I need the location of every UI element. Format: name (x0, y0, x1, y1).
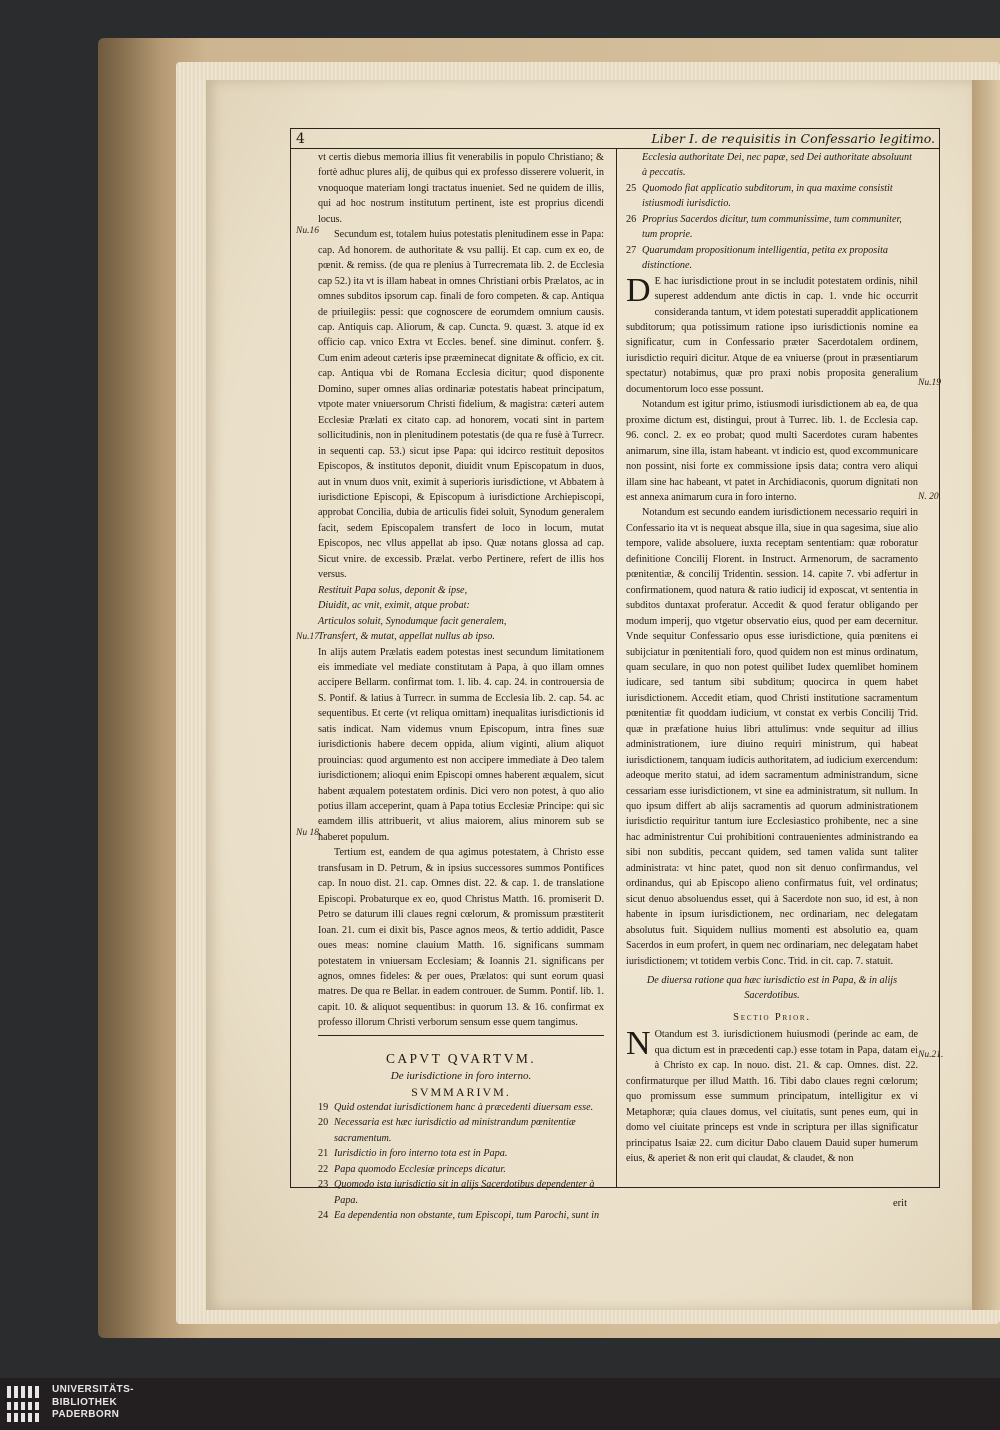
footer-bar (0, 1378, 1000, 1430)
section-label: Sectio Prior. (733, 1011, 811, 1023)
chapter-subtitle: De iurisdictione in foro interno. (390, 1069, 532, 1082)
library-logo-icon (6, 1384, 46, 1424)
header-rule (290, 148, 940, 149)
right-paragraph-2: Notandum est igitur primo, istiusmodi iurisdictionem ab ea, de qua proxime dictum est, distingui, prout à Turrec. lib. 1. de Ecclesia cap. 96. concl. 2. ex eo probat; quod multi Sacerdotes curam habentes animarum, sine illa, istam habeant. vt indicio est, quod excommunicare non possint, nisi forte ex commissione ipsis data; contra vero aliqui illam sine hac habeant, vt patet in Archidiaconis, quorum dignitati non est annexa animarum cura in foro interno. (626, 399, 918, 503)
summary-item: 25 Quomodo fiat applicatio subditorum, in qua maxime consistit istiusmodi iurisdictio. (626, 182, 893, 210)
left-paragraph-1: vt certis diebus memoria illius fit venerabilis in populo Christiano; & fortè adhuc plures alij, de quibus qui ex professo disserere voluerit, in vnoquoque materiam longi tractatus inueniet. Sed ne quidem de illis, qui ad hoc nostrum institutum pertinent, iste est proprius dicendi locus. (318, 152, 604, 225)
summary-item: 20 Necessaria est hæc iurisdictio ad ministrandum pœnitentiæ sacramentum. (318, 1117, 576, 1144)
right-paragraph-3: Notandum est secundo eandem iurisdictionem necessario requiri in Confessario ita vt is nequeat absque illa, siue in qua sagesima, siue alio tempore, valide absoluere, iuxta receptam sententiam: quæ roboratur definitione Concilij Florent. in Instruct. Armenorum, de sacramento pœnitentiæ, & concilij Tridentin. session. 14. capite 7. vbi adfertur in confirmationem, quod natura & ratio iudicij id exposcat, vt sententia in subditos duntaxat proferatur. Accedit & quod feratur obligando per modum imperij, quo vtgetur observatio eius, quod per eam decernitur. Vnde sequitur Confessario opus esse iurisdictione, quia pœnitens ei subijciatur in pœnitentiali foro, quod quidem non est minus ordinatum, quam seculare, in quo non potest quilibet Iudex quemlibet hominem iudicare, sed tantum sibi subditum; quocirca in quem habet iurisdictionem. Accedit etiam, quod Christi institutione sacramentum pœnitentiæ fit quoddam iudicium, vt constat ex verbis Concilij Trid. quæ in præfatione huius libri attulimus: vnde sequitur ad illius administrationem, iure diuino requiri ministrum, qui habeat iurisdictionem, tanquam iudicis authoritatem, ad iudicium exercendum: adeoque merito statui, ad idem sacramentum administrandum, sicne cessariam esse iurisdictionem, vt sine ea administratum, sit nullum. In quo ipsum differt ab alijs sacramentis ad quorum administrationem iurisdictio requiritur tantum iure Ecclesiastico prohibente, nec a sine hac administrentur Cui prohibitioni contrauenientes administrando ea sibi non subditis, peccant quidem, sed tamen valida sunt taliter administrata: vt hinc patet, quod non sit denuo confirmandus, vel ordinandus, qui ab Episcopo alieno confirmatus fuit, vel ordinatus; sicut denuo absoluendus esset, qui à Sacerdote non suo, id est, à non habente in ipsum iurisdictionem, nec ordinariam, nec delegatam absolutus fuit. Siquidem nullius momenti est absolutio ea, quam Sacerdos in eum profert, in quem nec ordinariam, nec delegatam habet iurisdictionem; vt totidem verbis Conc. Trid. in cit. cap. 7. statuit. (626, 507, 918, 967)
verse-line: Restituit Papa solus, deponit & ipse, (318, 584, 468, 596)
left-column (318, 150, 604, 1223)
summary-item: 26 Proprius Sacerdos dicitur, tum communissime, tum communiter, tum proprie. (626, 213, 902, 241)
summary-continuation: Ecclesia authoritate Dei, nec papæ, sed Dei authoritate absoluunt à peccatis. (642, 152, 912, 179)
margin-note-17: Nu.17 (296, 632, 319, 642)
verse-line: Diuidit, ac vnit, eximit, atque probat: (318, 600, 470, 612)
verse-line: Articulos soluit, Synodumque facit generalem, (318, 615, 507, 627)
chapter-title: CAPVT QVARTVM. (385, 1050, 537, 1066)
left-paragraph-2: Secundum est, totalem huius potestatis plenitudinem esse in Papa: cap. Ad honorem. de authoritate & vsu pallij. Et cap. cum ex eo, de pœnit. & remiss. (de qua re plenius à Turrecremata lib. 2. de Ecclesia cap 52.) ita vt is illam habeat in omnes Christiani orbis Prælatos, ac in omnes subditos ipsorum cap. finali de foro competen. & cap. Antiqua de priuilegiis: pessi: que cognoscere de eorumdem omnium causis. cap. Antiquis cap. Aliorum, & cap. Cuncta. 9. quæst. 3. atque id ex officio cap. vnico Extra vt Eccles. benef. sine diminut. conferr. §. Cum enim adeout cæteris ipse præeminecat dignitate & officio, ex cit. cap. Antiqua vbi de Romana Ecclesia dicitur; quod disponente Domino, super omnes alias ordinariæ potestatis habeat principatum, vtpote mater vniuersorum Christi fidelium, & magistra: cæteri autem Ecclesiæ Prælati ex citato cap. ad honorem, vocati sint in partem sollicitudinis, non in plenitudinem potestatis (de qua re fusè à Turrecr. in sequenti cap. 53.) sicut ipse Papa: qui idcirco restituit depositos Episcopos, & institutos deponit, diuidit vnum Episcopatum in duos, aut in vnum duos vnit, eximit à superioris iurisdictione, vt Abbatem à iurisdictione Episcopi, & Episcopum à iurisdictione Archiepiscopi, approbat Concilia, dubia de articulis fidei soluit, Synodum generalem facit, sedem Episcopalem transfert de loco in locum, mutat Episcopos, nec vllus appellat ab ipso. Quæ notans glossa ad cap. Sicut vnire. de excessib. Prælat. verbo Pertinere, refert de illis hos versus. (318, 229, 604, 581)
column-divider (616, 148, 617, 1188)
right-column (626, 150, 918, 1166)
summary-item: 21 Iurisdictio in foro interno tota est in Papa. (318, 1148, 508, 1160)
summary-item: 27 Quarumdam propositionum intelligentia, petita ex proposita distinctione. (626, 244, 888, 272)
summary-title: SVMMARIVM. (411, 1084, 511, 1099)
summary-item: 19 Quid ostendat iurisdictionem hanc à præcedenti diuersam esse. (318, 1101, 594, 1113)
section-heading: De diuersa ratione qua hæc iurisdictio est in Papa, & in alijs Sacerdotibus. (646, 975, 898, 1002)
drop-cap: N (626, 1025, 651, 1063)
caput-rule (318, 1035, 604, 1036)
verse-line: Transfert, & mutat, appellat nullus ab ipso. (318, 631, 495, 643)
margin-note-20: N. 20. (918, 492, 941, 502)
right-paragraph-4: N Otandum est 3. iurisdictionem huiusmodi (perinde ac eam, de qua dictum est in præcedenti cap.) esse totam in Papa, datam ei à Christo ex cap. In nouo. dist. 21. & cap. Omnes. dist. 22. confirmaturque per illud Matth. 16. Tibi dabo claues regni cœlorum; quo promissum esse summum principatum, intelligitur ex vi Metaphoræ; quia claues domus, vel ciuitatis, sunt penes eum, qui in domo vel ciuitate princeps est vnde in scriptura per illas significatur principatus Isaiæ 22. cum dicitur Dabo clauem Dauid super humerum eius, & aperiet & non erit qui claudat, & claudet, & non (626, 1025, 918, 1164)
margin-note-18: Nu 18. (296, 828, 322, 838)
margin-note-19: Nu.19 (918, 378, 941, 388)
right-paragraph-1: D E hac iurisdictione prout in se includit potestatem ordinis, nihil superest addendum ante dictis in cap. 1. vnde hic occurrit consideranda tantum, vt idem potestati superaddit applicationem subditorum; qua potissimum ratione ipso iurisdictionis nomine ea significatur, cum in Confessario præter Sacerdotalem ordinem, iurisdictio requiri dicitur. Atque de ea vniuerse (prout in præsentiarum spectatur) notabimus, quæ pro praxi nobis proposita generalium documentorum loco esse possunt. (626, 271, 918, 395)
page-number: 4 (296, 131, 305, 147)
left-paragraph-4: Tertium est, eandem de qua agimus potestatem, à Christo esse transfusam in D. Petrum, & in ipsius successores summos Pontifices cap. In nouo dist. 21. cap. Omnes dist. 22. & cap. 1. de translatione Episcopi. Probaturque ex eo, quod Christus Matth. 16. promiserit D. Petro se daturum illi claues regni cœlorum, & promissum præstiterit Ioan. 21. cum ei dixit bis, Pasce agnos meos, & tertio addidit, Pasce oues meas: nomine clauium Matth. 16. significans summam potestatem in vniuersam Ecclesiam; & Ioannis 21. significans per agnos, omnes fideles: & per oues, Prælatos: qui sunt eorum quasi matres. De qua re Bellar. in eadem controuer. de Summ. Pontif. lib. 1. capit. 10. & aliquot sequentibus: in quorum 13. & 16. confirmat ex professo illorum Christi verborum sensum esse quem tangimus. (318, 847, 604, 1029)
library-logo-text: UNIVERSITÄTS- BIBLIOTHEK PADERBORN (52, 1384, 134, 1420)
summary-item: 23 Quomodo ista iurisdictio sit in alijs Sacerdotibus dependenter à Papa. (318, 1179, 595, 1206)
margin-note-21: Nu.21. (918, 1050, 944, 1060)
summary-item: 24 Ea dependentia non obstante, tum Episcopi, tum Parochi, sunt in (318, 1210, 600, 1221)
facing-page-edge (972, 80, 1000, 1310)
drop-cap: D (626, 271, 651, 309)
summary-item: 22 Papa quomodo Ecclesiæ princeps dicatur. (318, 1163, 506, 1175)
margin-note-16: Nu.16 (296, 226, 319, 236)
left-paragraph-3: In alijs autem Prælatis eadem potestas inest secundum limitationem eis immediate vel mediate constitutam à Papa, à quo illam omnes accipere Bellarm. confirmat tom. 1. lib. 4. cap. 24. in controuersia de S. Pontif. & latius à Turrecr. in summa de Ecclesia lib. 2. cap. 54. ac sequentibus. Et certe (vt reliqua omittam) inequalitas iurisdictionis id satis indicat. Nam videmus vnum Episcopum, intra fines suæ iurisdictionis habere decem oppida, alium viginti, alium aliquot prouincias: quod argumento est non accipere immediate à Deo talem iurisdictionem; alioqui enim Episcopi omnes haberent æqualem, sicut habent æqualem potestatem ordinis. Dici vero non potest, à quo alio potius illam acceperint, quam à Papa totius Ecclesiæ Principe: qui sic eamdem illis attribuerit, vt alius maiorem, alius minorem sub se haberet populum. (318, 646, 604, 843)
running-head: Liber I. de requisitis in Confessario legitimo. (651, 131, 935, 146)
catchword: erit (893, 1198, 907, 1209)
